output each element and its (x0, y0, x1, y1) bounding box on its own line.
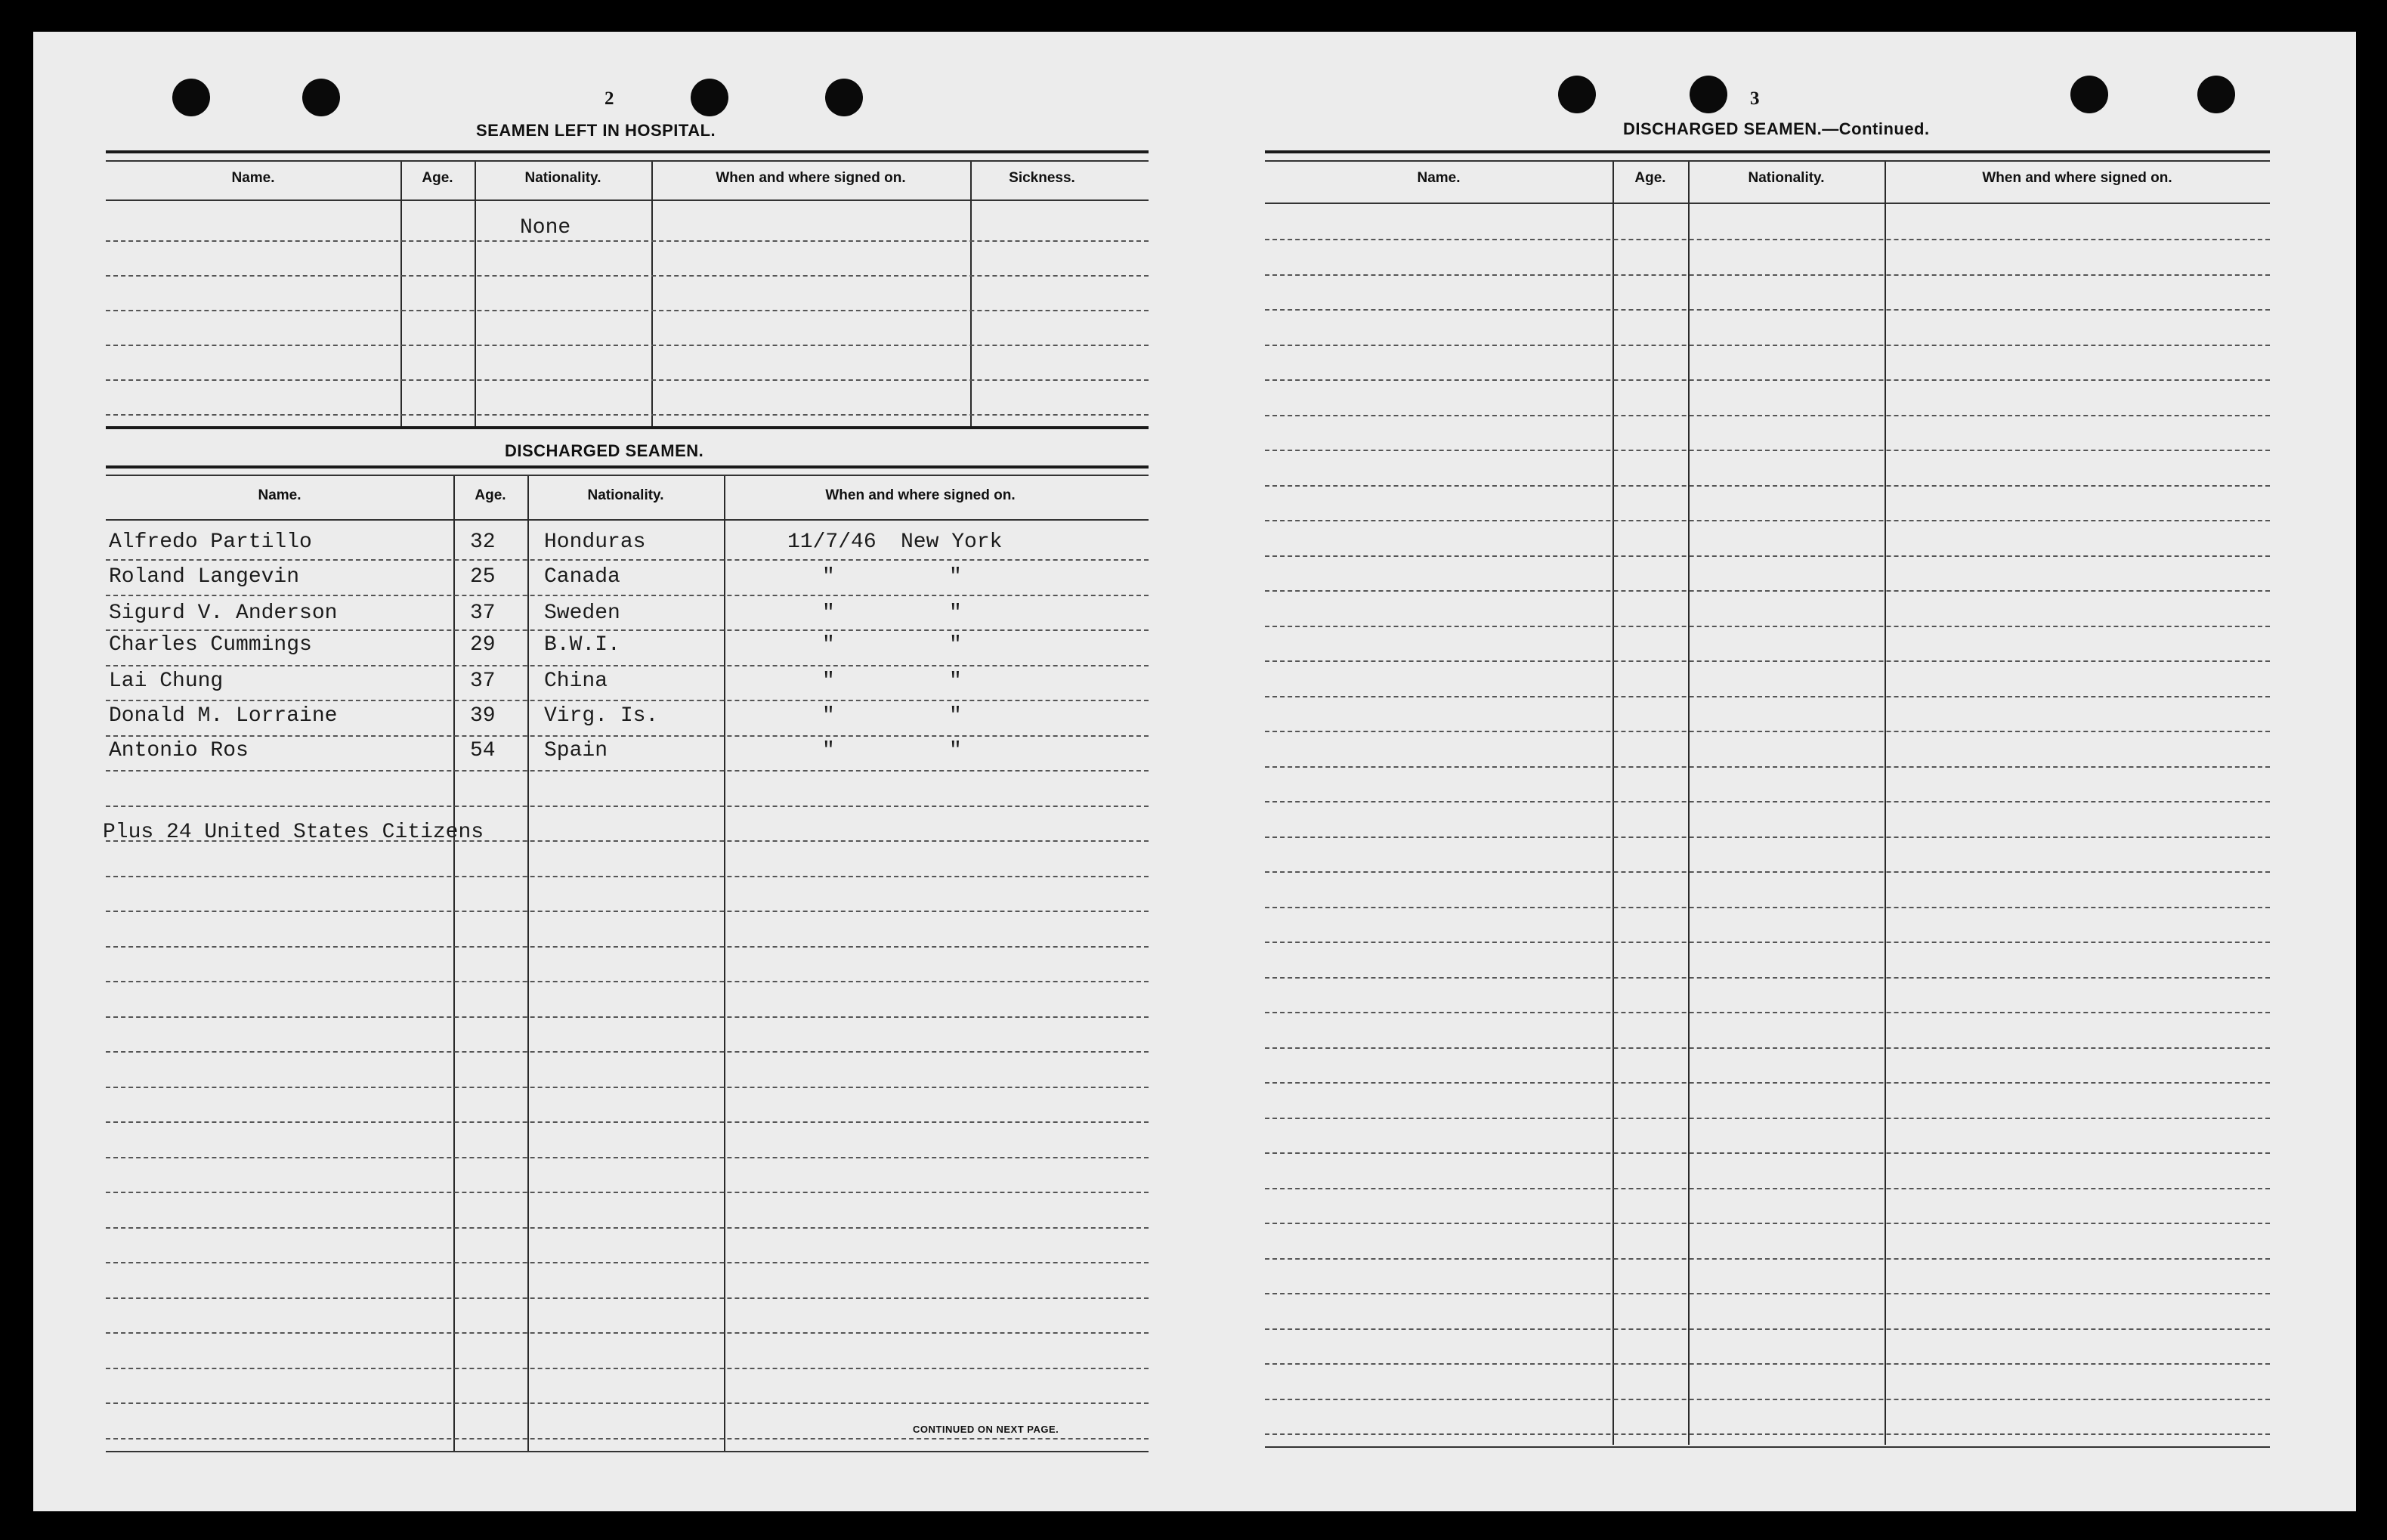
dotted-rule (1265, 907, 2270, 908)
crew-nationality: Virg. Is. (544, 704, 659, 728)
rule (106, 160, 1149, 162)
col-header-signed-on: When and where signed on. (716, 170, 906, 186)
crew-name: Donald M. Lorraine (109, 704, 338, 728)
dotted-rule (1265, 696, 2270, 697)
col-divider (1885, 162, 1886, 1445)
dotted-rule (106, 1227, 1149, 1229)
col-divider (1612, 162, 1614, 1445)
dotted-rule (1265, 379, 2270, 381)
page-number: 3 (1750, 88, 1760, 109)
dotted-rule (106, 275, 1149, 277)
col-header-nationality: Nationality. (1748, 170, 1825, 186)
dotted-rule (1265, 836, 2270, 838)
dotted-rule (1265, 1328, 2270, 1330)
dotted-rule (106, 665, 1149, 666)
col-header-name: Name. (231, 170, 275, 186)
dotted-rule (106, 806, 1149, 807)
dotted-rule (106, 1087, 1149, 1088)
dotted-rule (1265, 590, 2270, 592)
col-header-age: Age. (1634, 170, 1666, 186)
dotted-rule (1265, 345, 2270, 346)
col-divider (453, 476, 455, 1451)
dotted-rule (106, 595, 1149, 596)
dotted-rule (106, 946, 1149, 948)
col-header-signed-on: When and where signed on. (825, 487, 1016, 503)
dotted-rule (1265, 1433, 2270, 1435)
crew-age: 37 (470, 601, 496, 625)
crew-signed-date: 11/7/46 (787, 530, 877, 554)
dotted-rule (1265, 555, 2270, 557)
dotted-rule (1265, 801, 2270, 802)
dotted-rule (1265, 450, 2270, 451)
crew-age: 29 (470, 633, 496, 657)
dotted-rule (1265, 1293, 2270, 1294)
dotted-rule (106, 1438, 1149, 1439)
dotted-rule (106, 981, 1149, 982)
crew-signed-place: New York (901, 530, 1003, 554)
col-header-signed-on: When and where signed on. (1982, 170, 2172, 186)
dotted-rule (1265, 520, 2270, 521)
left-page (33, 32, 1182, 1511)
dotted-rule (106, 310, 1149, 311)
dotted-rule (106, 345, 1149, 346)
dotted-rule (1265, 871, 2270, 873)
dotted-rule (1265, 1118, 2270, 1119)
dotted-rule (106, 911, 1149, 912)
crew-signed-place: " (949, 633, 962, 657)
dotted-rule (106, 559, 1149, 561)
dotted-rule (1265, 1188, 2270, 1189)
dotted-rule (1265, 626, 2270, 627)
crew-name: Roland Langevin (109, 565, 300, 589)
dotted-rule (1265, 1223, 2270, 1224)
dotted-rule (106, 1297, 1149, 1299)
rule (1265, 203, 2270, 204)
crew-nationality: Spain (544, 739, 608, 762)
dotted-rule (106, 414, 1149, 416)
discharged-continued-title: DISCHARGED SEAMEN.—Continued. (1623, 119, 1930, 138)
dotted-rule (1265, 1082, 2270, 1084)
discharged-note: Plus 24 United States Citizens (103, 821, 484, 844)
rule (106, 1451, 1149, 1452)
crew-name: Alfredo Partillo (109, 530, 312, 554)
crew-nationality: China (544, 669, 608, 693)
dotted-rule (1265, 766, 2270, 768)
dotted-rule (1265, 660, 2270, 662)
dotted-rule (1265, 1258, 2270, 1260)
crew-nationality: Honduras (544, 530, 646, 554)
dotted-rule (106, 240, 1149, 242)
col-divider (1688, 162, 1690, 1445)
col-header-nationality: Nationality. (524, 170, 601, 186)
rule (1265, 160, 2270, 162)
crew-signed-place: " (949, 601, 962, 625)
dotted-rule (1265, 239, 2270, 240)
col-divider (475, 162, 476, 426)
crew-nationality: Sweden (544, 601, 620, 625)
col-divider (651, 162, 653, 426)
dotted-rule (106, 876, 1149, 877)
crew-nationality: B.W.I. (544, 633, 620, 657)
col-header-name: Name. (1417, 170, 1461, 186)
hospital-entry: None (520, 216, 571, 240)
dotted-rule (1265, 309, 2270, 311)
col-header-nationality: Nationality. (587, 487, 664, 503)
crew-signed-date: " (822, 633, 835, 657)
dotted-rule (1265, 1363, 2270, 1365)
dotted-rule (106, 1192, 1149, 1193)
crew-signed-date: " (822, 739, 835, 762)
crew-signed-date: " (822, 704, 835, 728)
dotted-rule (1265, 1012, 2270, 1013)
dotted-rule (1265, 274, 2270, 276)
dotted-rule (106, 1368, 1149, 1369)
right-page (1182, 32, 2356, 1511)
dotted-rule (106, 1262, 1149, 1263)
col-header-age: Age. (422, 170, 453, 186)
crew-age: 32 (470, 530, 496, 554)
col-divider (970, 162, 972, 426)
crew-signed-place: " (949, 565, 962, 589)
dotted-rule (106, 1402, 1149, 1404)
rule (106, 465, 1149, 468)
col-divider (400, 162, 402, 426)
col-header-sickness: Sickness. (1009, 170, 1075, 186)
dotted-rule (106, 629, 1149, 631)
dotted-rule (1265, 731, 2270, 732)
crew-age: 54 (470, 739, 496, 762)
rule (106, 519, 1149, 521)
dotted-rule (1265, 485, 2270, 487)
rule (106, 199, 1149, 201)
dotted-rule (1265, 1399, 2270, 1400)
dotted-rule (106, 735, 1149, 737)
dotted-rule (106, 1016, 1149, 1018)
crew-signed-place: " (949, 704, 962, 728)
dotted-rule (106, 1121, 1149, 1123)
crew-age: 25 (470, 565, 496, 589)
rule (1265, 1446, 2270, 1448)
dotted-rule (106, 1332, 1149, 1334)
dotted-rule (1265, 415, 2270, 416)
hospital-title: SEAMEN LEFT IN HOSPITAL. (476, 121, 716, 140)
col-divider (724, 476, 725, 1451)
dotted-rule (1265, 1152, 2270, 1154)
discharged-title: DISCHARGED SEAMEN. (505, 441, 704, 460)
rule (1265, 150, 2270, 153)
crew-signed-date: " (822, 601, 835, 625)
crew-name: Antonio Ros (109, 739, 249, 762)
crew-signed-date: " (822, 669, 835, 693)
crew-name: Charles Cummings (109, 633, 312, 657)
page-number: 2 (604, 88, 614, 109)
rule (106, 475, 1149, 476)
dotted-rule (1265, 942, 2270, 943)
crew-signed-place: " (949, 669, 962, 693)
dotted-rule (106, 700, 1149, 701)
rule (106, 426, 1149, 429)
dotted-rule (106, 1051, 1149, 1053)
dotted-rule (106, 770, 1149, 772)
crew-age: 39 (470, 704, 496, 728)
dotted-rule (106, 379, 1149, 381)
col-header-age: Age. (475, 487, 506, 503)
dotted-rule (106, 1157, 1149, 1158)
crew-signed-place: " (949, 739, 962, 762)
document-sheet (33, 32, 2356, 1511)
col-header-name: Name. (258, 487, 301, 503)
rule (106, 150, 1149, 153)
dotted-rule (1265, 1047, 2270, 1049)
crew-name: Sigurd V. Anderson (109, 601, 338, 625)
crew-nationality: Canada (544, 565, 620, 589)
footer-continued: CONTINUED ON NEXT PAGE. (913, 1424, 1059, 1435)
crew-signed-date: " (822, 565, 835, 589)
crew-name: Lai Chung (109, 669, 224, 693)
col-divider (527, 476, 529, 1451)
crew-age: 37 (470, 669, 496, 693)
dotted-rule (1265, 977, 2270, 979)
